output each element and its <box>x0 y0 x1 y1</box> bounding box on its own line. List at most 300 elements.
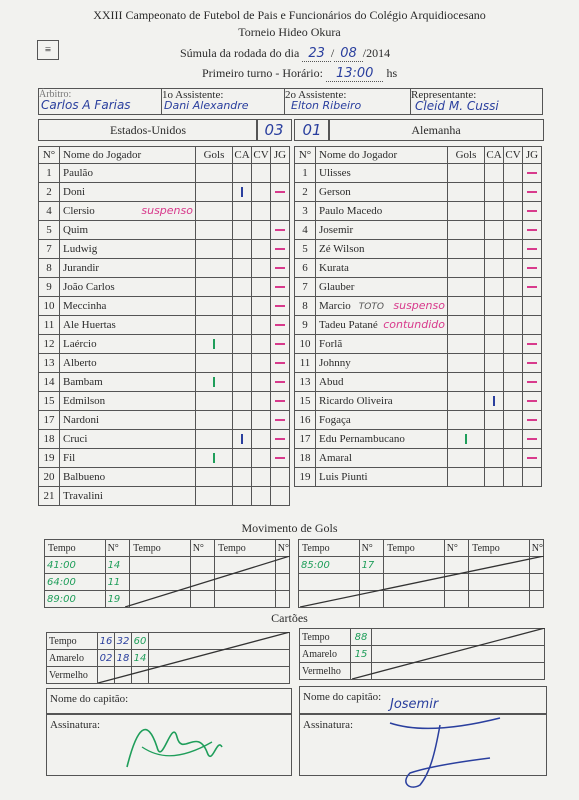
player-name-text: Paulão <box>63 167 93 179</box>
player-number <box>39 240 60 259</box>
right-players-table <box>294 146 542 487</box>
player-name <box>316 240 448 259</box>
left-cartoes-strike <box>98 632 290 683</box>
player-name <box>60 487 196 506</box>
player-name-text: João Carlos <box>63 281 115 293</box>
player-name <box>60 278 196 297</box>
player-name <box>316 335 448 354</box>
player-number <box>295 335 316 354</box>
player-name-text: Fogaça <box>319 414 351 426</box>
player-jg <box>523 468 542 487</box>
player-number <box>295 297 316 316</box>
player-name-text: Gerson <box>319 186 351 198</box>
cartao-amarelo-value: 15 <box>351 646 372 663</box>
player-cv <box>504 297 523 316</box>
player-number-text: 5 <box>302 243 308 255</box>
right-signature <box>380 713 520 793</box>
col-jg: JG <box>271 147 290 164</box>
player-cv <box>252 430 271 449</box>
col-name: Nome do Jogador <box>316 147 448 164</box>
player-ca <box>233 278 252 297</box>
cartao-tempo-value: 16 <box>98 633 115 650</box>
month-value: 08 <box>334 46 363 62</box>
player-ca <box>485 354 504 373</box>
player-cv <box>504 164 523 183</box>
player-row <box>39 221 290 240</box>
player-cv <box>504 354 523 373</box>
player-ca <box>233 335 252 354</box>
player-jg <box>271 468 290 487</box>
played-mark <box>275 343 285 345</box>
player-name <box>60 183 196 202</box>
left-goal-num: 19 <box>105 591 130 608</box>
player-ca <box>485 373 504 392</box>
played-mark <box>527 457 537 459</box>
player-jg <box>271 259 290 278</box>
player-number-text: 7 <box>302 281 308 293</box>
hs-label: hs <box>386 66 398 80</box>
played-mark <box>275 191 285 193</box>
player-row <box>295 316 542 335</box>
gols-tempo-h3: Tempo <box>469 540 530 557</box>
player-cv <box>504 468 523 487</box>
goal-mark <box>213 453 215 463</box>
player-jg <box>523 164 542 183</box>
player-name-text: Clersio <box>63 205 95 217</box>
player-number <box>295 354 316 373</box>
player-row <box>295 297 542 316</box>
gols-num-h3: N° <box>529 540 543 557</box>
played-mark <box>275 248 285 250</box>
player-number-text: 14 <box>43 376 55 388</box>
rep-label: Representante: <box>411 89 477 101</box>
player-jg <box>271 221 290 240</box>
sumula-label: Súmula da rodada do dia <box>180 46 300 60</box>
player-name-text: Josemir <box>319 224 354 236</box>
player-status-note: suspenso <box>141 204 193 217</box>
player-name-text: Balbueno <box>63 471 106 483</box>
assist1-cell <box>162 89 285 115</box>
player-ca <box>485 316 504 335</box>
player-jg <box>271 487 290 506</box>
player-gols <box>448 449 485 468</box>
cartao-amarelo-label: Amarelo <box>47 650 98 667</box>
page-title: XXIII Campeonato de Futebol de Pais e Funcionários do Colégio Arquidiocesano <box>93 8 486 22</box>
gols-num-h2: N° <box>444 540 468 557</box>
player-ca <box>485 221 504 240</box>
player-gols <box>196 240 233 259</box>
player-ca <box>485 468 504 487</box>
left-goal-tempo: 41:00 <box>45 557 106 574</box>
player-name <box>316 354 448 373</box>
player-row <box>39 335 290 354</box>
player-jg <box>523 240 542 259</box>
player-number <box>39 373 60 392</box>
player-number-text: 19 <box>43 452 55 464</box>
player-ca <box>233 373 252 392</box>
player-gols <box>196 259 233 278</box>
right-capitao-name: Josemir <box>390 697 439 712</box>
player-name-text: Ulisses <box>319 167 351 179</box>
player-row <box>39 278 290 297</box>
player-number <box>39 221 60 240</box>
played-mark <box>527 438 537 440</box>
player-number-text: 2 <box>302 186 308 198</box>
player-name <box>60 335 196 354</box>
played-mark <box>275 286 285 288</box>
player-name <box>60 411 196 430</box>
player-row <box>39 392 290 411</box>
player-gols <box>448 354 485 373</box>
cartao-vermelho-label: Vermelho <box>47 667 98 684</box>
player-row <box>39 164 290 183</box>
player-cv <box>252 335 271 354</box>
player-cv <box>252 202 271 221</box>
played-mark <box>275 229 285 231</box>
player-name <box>60 430 196 449</box>
yellow-card-mark <box>493 396 495 406</box>
player-jg <box>523 183 542 202</box>
player-gols <box>196 316 233 335</box>
played-mark <box>527 381 537 383</box>
player-ca <box>485 297 504 316</box>
player-name-text: Zé Wilson <box>319 243 365 255</box>
corner-box: ≡ <box>37 40 59 60</box>
player-number <box>295 202 316 221</box>
player-name <box>60 259 196 278</box>
goal-mark <box>213 377 215 387</box>
player-name-text: Abud <box>319 376 344 388</box>
player-number <box>295 430 316 449</box>
col-gols: Gols <box>448 147 485 164</box>
player-name-text: Paulo Macedo <box>319 205 383 217</box>
player-name <box>316 373 448 392</box>
played-mark <box>527 419 537 421</box>
player-number-text: 1 <box>46 167 52 179</box>
player-name-text: Fil <box>63 452 76 464</box>
player-number <box>295 278 316 297</box>
player-cv <box>252 411 271 430</box>
assist2-name: Elton Ribeiro <box>291 99 362 112</box>
player-ca <box>233 202 252 221</box>
player-number <box>295 259 316 278</box>
player-row <box>39 449 290 468</box>
player-name <box>316 392 448 411</box>
player-jg <box>523 430 542 449</box>
player-cv <box>504 373 523 392</box>
player-jg <box>523 335 542 354</box>
player-ca <box>233 449 252 468</box>
player-gols <box>196 164 233 183</box>
player-name-text: Forlã <box>319 338 343 350</box>
player-number <box>295 411 316 430</box>
player-name-text: Edu Pernambucano <box>319 433 405 445</box>
player-row <box>295 392 542 411</box>
player-name-text: Quim <box>63 224 89 236</box>
player-name-text: Johnny <box>319 357 351 369</box>
player-status-note: suspenso <box>393 299 445 312</box>
player-cv <box>252 297 271 316</box>
player-jg <box>523 259 542 278</box>
played-mark <box>275 324 285 326</box>
player-row <box>39 411 290 430</box>
gols-section-title: Movimento de Gols <box>241 521 338 535</box>
player-number-text: 16 <box>299 414 311 426</box>
player-number-text: 3 <box>302 205 308 217</box>
left-players-table <box>38 146 290 506</box>
player-name-text: Glauber <box>319 281 355 293</box>
player-ca <box>233 487 252 506</box>
player-number-text: 5 <box>46 224 52 236</box>
player-name-text: Marcio <box>319 300 351 312</box>
player-ca <box>233 468 252 487</box>
player-number-text: 9 <box>302 319 308 331</box>
player-number-text: 11 <box>43 319 55 331</box>
right-assinatura-box <box>299 714 547 776</box>
player-ca <box>485 392 504 411</box>
player-number-text: 4 <box>46 205 52 217</box>
played-mark <box>527 229 537 231</box>
rep-name: Cleid M. Cussi <box>415 99 499 113</box>
player-cv <box>504 335 523 354</box>
player-number-text: 17 <box>299 433 311 445</box>
player-number-text: 9 <box>46 281 52 293</box>
player-number-text: 19 <box>299 471 311 483</box>
player-row <box>295 468 542 487</box>
player-gols <box>448 316 485 335</box>
right-team-score: 01 <box>294 119 330 141</box>
player-ca <box>233 183 252 202</box>
player-number <box>39 487 60 506</box>
capitao-label: Nome do capitão: <box>303 691 382 703</box>
col-num: N° <box>39 147 60 164</box>
player-row <box>295 411 542 430</box>
player-gols <box>448 335 485 354</box>
gols-num-h1: N° <box>359 540 384 557</box>
player-row <box>295 164 542 183</box>
player-name-text: Kurata <box>319 262 349 274</box>
played-mark <box>275 381 285 383</box>
assist1-label: 1o Assistente: <box>162 89 224 101</box>
arbitro-name: Carlos A Farias <box>41 98 131 112</box>
player-name <box>60 240 196 259</box>
played-mark <box>527 210 537 212</box>
right-goal-tempo: 85:00 <box>299 557 360 574</box>
player-jg <box>271 278 290 297</box>
player-name <box>316 411 448 430</box>
played-mark <box>527 362 537 364</box>
turno-label: Primeiro turno - Horário: <box>202 66 323 80</box>
gols-tempo-h1: Tempo <box>45 540 106 557</box>
player-number <box>39 335 60 354</box>
player-name <box>316 221 448 240</box>
player-row <box>295 449 542 468</box>
assist2-label: 2o Assistente: <box>285 89 347 101</box>
player-name-text: Jurandir <box>63 262 100 274</box>
player-name-text: Edmilson <box>63 395 106 407</box>
player-number-text: 13 <box>299 376 311 388</box>
player-ca <box>233 411 252 430</box>
player-number-text: 8 <box>46 262 52 274</box>
player-jg <box>271 316 290 335</box>
player-number <box>39 278 60 297</box>
player-name <box>316 183 448 202</box>
player-number <box>39 183 60 202</box>
player-row <box>39 354 290 373</box>
player-gols <box>448 297 485 316</box>
player-row <box>39 202 290 221</box>
player-name <box>60 316 196 335</box>
player-number-text: 18 <box>299 452 311 464</box>
player-jg <box>271 354 290 373</box>
player-gols <box>196 202 233 221</box>
player-number-text: 2 <box>46 186 52 198</box>
player-jg <box>523 392 542 411</box>
player-number-text: 7 <box>46 243 52 255</box>
horario-value: 13:00 <box>326 66 383 82</box>
player-number-text: 8 <box>302 300 308 312</box>
player-name <box>316 430 448 449</box>
player-cv <box>504 430 523 449</box>
player-number <box>39 259 60 278</box>
player-row <box>295 183 542 202</box>
played-mark <box>527 343 537 345</box>
player-cv <box>252 487 271 506</box>
player-gols <box>448 240 485 259</box>
gols-tempo-h2: Tempo <box>384 540 445 557</box>
player-name-text: Bambam <box>63 376 103 388</box>
player-cv <box>252 183 271 202</box>
player-row <box>295 430 542 449</box>
player-gols <box>196 411 233 430</box>
player-number <box>39 297 60 316</box>
capitao-label: Nome do capitão: <box>50 693 129 705</box>
played-mark <box>527 286 537 288</box>
player-gols <box>196 449 233 468</box>
player-row <box>295 240 542 259</box>
player-number <box>295 449 316 468</box>
player-gols <box>448 183 485 202</box>
player-cv <box>504 183 523 202</box>
player-number <box>295 240 316 259</box>
player-name <box>60 373 196 392</box>
player-number <box>39 202 60 221</box>
assinatura-label: Assinatura: <box>303 719 354 731</box>
player-number <box>295 221 316 240</box>
player-jg <box>271 183 290 202</box>
player-jg <box>271 297 290 316</box>
player-cv <box>504 392 523 411</box>
player-jg <box>271 411 290 430</box>
player-ca <box>233 259 252 278</box>
player-cv <box>504 411 523 430</box>
player-gols <box>196 468 233 487</box>
player-ca <box>485 411 504 430</box>
yellow-card-mark <box>241 434 243 444</box>
cartao-amarelo-value: 14 <box>132 650 149 667</box>
player-gols <box>448 411 485 430</box>
player-gols <box>448 430 485 449</box>
player-cv <box>504 202 523 221</box>
player-cv <box>252 392 271 411</box>
cartao-tempo-label: Tempo <box>300 629 351 646</box>
played-mark <box>275 438 285 440</box>
player-row <box>295 278 542 297</box>
player-number <box>39 354 60 373</box>
player-ca <box>233 240 252 259</box>
player-name <box>316 259 448 278</box>
player-number-text: 10 <box>43 300 55 312</box>
player-ca <box>485 183 504 202</box>
right-goal-num: 17 <box>359 557 384 574</box>
player-number <box>39 468 60 487</box>
player-gols <box>196 373 233 392</box>
player-ca <box>233 221 252 240</box>
player-ca <box>485 259 504 278</box>
player-gols <box>196 430 233 449</box>
player-cv <box>504 449 523 468</box>
player-name-text: Luis Piunti <box>319 471 368 483</box>
played-mark <box>527 267 537 269</box>
player-ca <box>485 240 504 259</box>
player-jg <box>523 449 542 468</box>
col-cv: CV <box>252 147 271 164</box>
goal-mark <box>465 434 467 444</box>
player-jg <box>523 354 542 373</box>
left-assinatura-box <box>46 714 292 776</box>
player-row <box>295 373 542 392</box>
player-gols <box>196 335 233 354</box>
player-number-text: 15 <box>43 395 55 407</box>
player-cv <box>504 259 523 278</box>
player-cv <box>504 316 523 335</box>
player-name <box>316 164 448 183</box>
played-mark <box>527 191 537 193</box>
cartao-vermelho-label: Vermelho <box>300 663 351 680</box>
player-jg <box>271 240 290 259</box>
player-row <box>39 297 290 316</box>
player-jg <box>271 392 290 411</box>
col-ca: CA <box>233 147 252 164</box>
player-name-text: Alberto <box>63 357 97 369</box>
player-ca <box>233 316 252 335</box>
left-team-name: Estados-Unidos <box>38 119 258 141</box>
right-team-name: Alemanha <box>328 119 544 141</box>
player-name-text: Doni <box>63 186 85 198</box>
player-number <box>295 373 316 392</box>
player-row <box>295 221 542 240</box>
player-cv <box>504 221 523 240</box>
player-gols <box>448 202 485 221</box>
player-number <box>39 449 60 468</box>
player-cv <box>252 316 271 335</box>
player-name <box>60 449 196 468</box>
col-num: N° <box>295 147 316 164</box>
player-name <box>316 297 448 316</box>
left-gols-strike <box>125 556 290 607</box>
player-gols <box>196 221 233 240</box>
played-mark <box>527 248 537 250</box>
player-number <box>39 411 60 430</box>
cartao-amarelo-value: 02 <box>98 650 115 667</box>
player-cv <box>252 373 271 392</box>
player-number <box>39 430 60 449</box>
cartao-tempo-label: Tempo <box>47 633 98 650</box>
left-goal-tempo: 89:00 <box>45 591 106 608</box>
played-mark <box>275 419 285 421</box>
player-number <box>39 392 60 411</box>
player-jg <box>523 373 542 392</box>
